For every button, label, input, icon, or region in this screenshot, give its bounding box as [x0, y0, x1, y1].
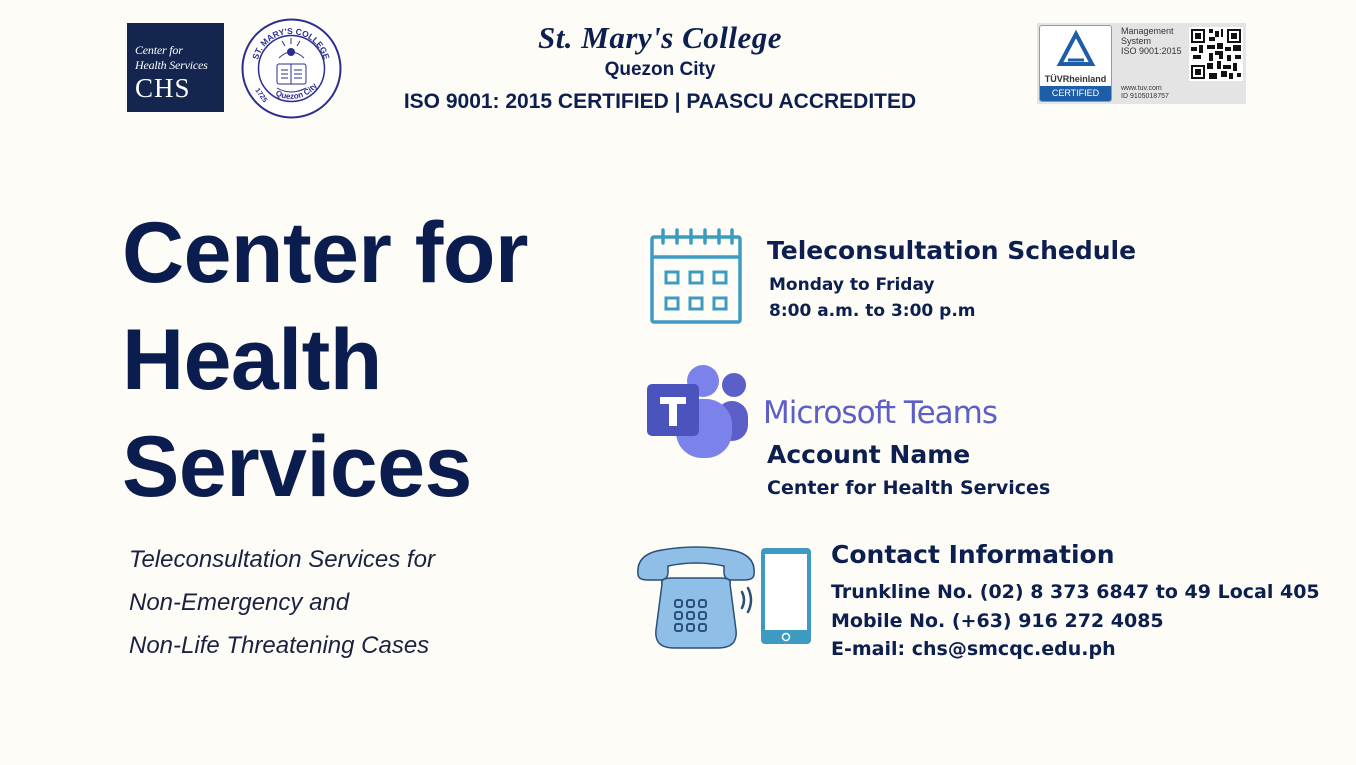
mobile-phone-icon — [759, 546, 813, 646]
certifications-text: ISO 9001: 2015 CERTIFIED | PAASCU ACCREDITED — [403, 90, 917, 113]
page-title — [122, 200, 602, 521]
contact-trunkline: Trunkline No. (02) 8 373 6847 to 49 Local 405 — [831, 581, 1320, 603]
tuv-logo — [1039, 25, 1112, 102]
contact-title: Contact Information — [831, 540, 1115, 569]
iso-footer2: ID 9105018757 — [1121, 93, 1169, 100]
schedule-title: Teleconsultation Schedule — [767, 236, 1137, 265]
subtitle-line1: Teleconsultation Services for — [129, 546, 435, 573]
college-city: Quezon City — [604, 59, 716, 80]
chs-logo — [127, 23, 224, 112]
seal-bottom-text: Quezon City — [274, 81, 319, 101]
telephone-icon — [632, 544, 760, 650]
account-title: Account Name — [767, 440, 971, 469]
title-line2: Health — [122, 312, 382, 408]
iso-line3: ISO 9001:2015 — [1121, 46, 1182, 56]
schedule-days: Monday to Friday — [769, 275, 935, 295]
contact-email: E-mail: chs@smcqc.edu.ph — [831, 638, 1116, 660]
iso-footer1: www.tuv.com — [1121, 85, 1162, 92]
college-seal-icon — [241, 18, 342, 119]
subtitle-line2: Non-Emergency and — [129, 589, 350, 616]
logo-line2: Health Services — [135, 58, 208, 72]
subtitle-line3: Non-Life Threatening Cases — [129, 632, 430, 659]
tuv-triangle-icon — [1040, 26, 1112, 72]
logo-abbr: CHS — [135, 73, 191, 103]
microsoft-teams-icon — [646, 364, 750, 460]
iso-line2: System — [1121, 36, 1152, 46]
title-line1: Center for — [122, 205, 528, 301]
contact-mobile: Mobile No. (+63) 916 272 4085 — [831, 610, 1164, 632]
subtitle — [129, 538, 589, 667]
schedule-hours: 8:00 a.m. to 3:00 p.m — [769, 301, 976, 321]
account-name: Center for Health Services — [767, 477, 1051, 499]
college-name: St. Mary's College — [537, 20, 783, 55]
logo-line1: Center for — [135, 43, 183, 57]
tuv-brand: TÜVRheinland — [1044, 74, 1107, 84]
tuv-certified: CERTIFIED — [1040, 86, 1111, 101]
qr-code-icon — [1189, 27, 1243, 81]
seal-top-text: ST. MARY'S COLLEGE — [250, 25, 332, 61]
title-line3: Services — [122, 419, 472, 515]
iso-certification-badge — [1037, 23, 1246, 104]
calendar-icon — [650, 228, 742, 325]
teams-brand: Microsoft Teams — [763, 395, 998, 431]
seal-year: 1725 — [253, 87, 269, 104]
iso-line1: Management — [1121, 26, 1174, 36]
